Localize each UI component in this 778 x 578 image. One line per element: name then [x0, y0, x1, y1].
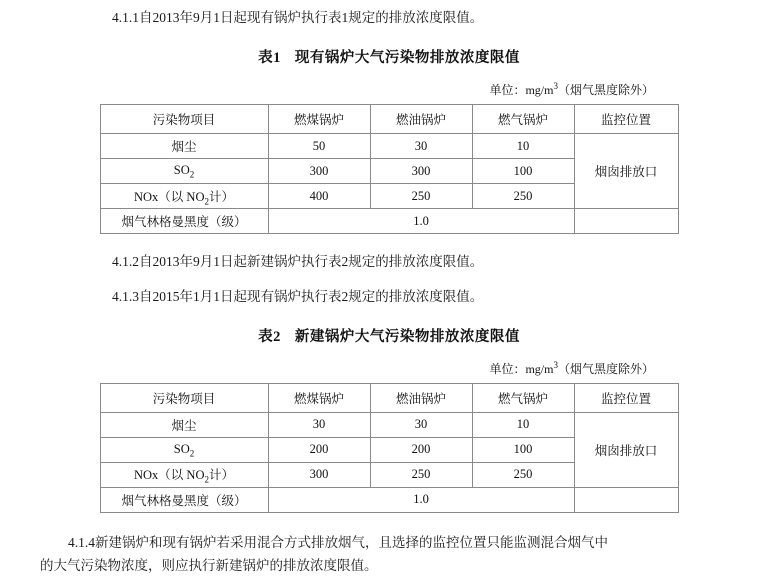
table1-unit-suffix: （烟气黑度除外） [557, 83, 654, 98]
table2-row2-oil: 250 [370, 462, 472, 487]
paragraph-4-1-4-line2: 的大气污染物浓度，则应执行新建锅炉的排放浓度限值。 [40, 558, 378, 574]
table-row [100, 383, 678, 412]
table2-row2-gas: 250 [472, 462, 574, 487]
table1-row3-merged: 1.0 [268, 209, 574, 234]
table1-row1-name-text: SO [173, 163, 190, 177]
table-row [100, 412, 678, 437]
table1-row2-oil: 250 [370, 184, 472, 209]
table-row [100, 209, 678, 234]
table2-wrapper [40, 383, 738, 513]
table2-row1-coal: 200 [268, 437, 370, 462]
table1-wrapper [40, 104, 738, 234]
table-row [100, 134, 678, 159]
table2-row1-gas: 100 [472, 437, 574, 462]
table1-title: 现有锅炉大气污染物排放浓度限值 [294, 50, 520, 67]
table1-unit-value: mg/m [525, 83, 554, 98]
table2-unit-exponent: 3 [553, 359, 558, 370]
table2-row0-name: 烟尘 [100, 412, 268, 437]
table1-header-3: 燃气锅炉 [472, 105, 574, 134]
table1-unit-line [40, 81, 738, 98]
table2-row2-name [100, 462, 268, 487]
table1-row0-gas: 10 [472, 134, 574, 159]
table-row [100, 487, 678, 512]
table2-row2-name-sub: 2 [204, 474, 209, 485]
table2-row0-coal: 30 [268, 412, 370, 437]
table2-header-3: 燃气锅炉 [472, 383, 574, 412]
table2-row3-name: 烟气林格曼黑度（级） [100, 487, 268, 512]
table1-caption [40, 46, 738, 67]
table2-row1-name [100, 437, 268, 462]
table1-row2-name-pre: NOx（以 NO [134, 189, 205, 204]
table1-header-2: 燃油锅炉 [370, 105, 472, 134]
table1-label: 表1 [258, 50, 281, 67]
table2-unit-prefix: 单位： [489, 361, 526, 376]
paragraph-4-1-4 [40, 531, 738, 578]
paragraph-4-1-1: 4.1.1自2013年9月1日起现有锅炉执行表1规定的排放浓度限值。 [112, 10, 484, 25]
table1-row2-name [100, 184, 268, 209]
table2-unit-value: mg/m [525, 361, 554, 376]
table1-header-0: 污染物项目 [100, 105, 268, 134]
table1-row3-blank [574, 209, 678, 234]
table1-monitor-position: 烟囱排放口 [574, 134, 678, 209]
table2-header-0: 污染物项目 [100, 383, 268, 412]
table1-row2-name-post: 计） [208, 189, 234, 204]
table1-header-1: 燃煤锅炉 [268, 105, 370, 134]
table2-unit-line [40, 360, 738, 377]
table2-row2-name-pre: NOx（以 NO [134, 468, 205, 482]
table1-row0-oil: 30 [370, 134, 472, 159]
table2-header-1: 燃煤锅炉 [268, 383, 370, 412]
table2-label: 表2 [258, 328, 281, 345]
table1-row3-name: 烟气林格曼黑度（级） [100, 209, 268, 234]
table1-row2-coal: 400 [268, 184, 370, 209]
table2-unit-suffix: （烟气黑度除外） [557, 361, 654, 376]
table2-header-2: 燃油锅炉 [370, 383, 472, 412]
table1-row0-coal: 50 [268, 134, 370, 159]
table2-row2-name-post: 计） [208, 468, 234, 482]
table2-row1-oil: 200 [370, 437, 472, 462]
table1-row0-name: 烟尘 [100, 134, 268, 159]
table2 [100, 383, 679, 513]
table2-title: 新建锅炉大气污染物排放浓度限值 [294, 328, 520, 345]
table2-header-4: 监控位置 [574, 383, 678, 412]
table2-monitor-position: 烟囱排放口 [574, 412, 678, 487]
table1-row1-coal: 300 [268, 159, 370, 184]
table1-row1-oil: 300 [370, 159, 472, 184]
table1-row2-name-sub: 2 [204, 196, 209, 206]
table1-header-4: 监控位置 [574, 105, 678, 134]
table1-row2-gas: 250 [472, 184, 574, 209]
table1 [100, 104, 679, 234]
table2-caption [40, 325, 738, 346]
table2-row0-oil: 30 [370, 412, 472, 437]
table1-row1-gas: 100 [472, 159, 574, 184]
table1-unit-exponent: 3 [553, 81, 558, 92]
table2-row0-gas: 10 [472, 412, 574, 437]
table2-row3-blank [574, 487, 678, 512]
paragraph-4-1-4-line1: 4.1.4新建锅炉和现有锅炉若采用混合方式排放烟气，且选择的监控位置只能监测混合烟气中 [68, 534, 608, 550]
table2-row2-coal: 300 [268, 462, 370, 487]
paragraph-4-1-3: 4.1.3自2015年1月1日起现有锅炉执行表2规定的排放浓度限值。 [112, 288, 484, 304]
paragraph-4-1-2: 4.1.2自2013年9月1日起新建锅炉执行表2规定的排放浓度限值。 [112, 254, 484, 270]
table1-row1-name-sub: 2 [189, 169, 195, 180]
table1-unit-prefix: 单位： [489, 83, 526, 98]
table-row [100, 105, 678, 134]
table2-row3-merged: 1.0 [268, 487, 574, 512]
table1-row1-name [100, 159, 268, 184]
table2-row1-name-text: SO [173, 441, 190, 456]
table2-row1-name-sub: 2 [189, 448, 195, 458]
